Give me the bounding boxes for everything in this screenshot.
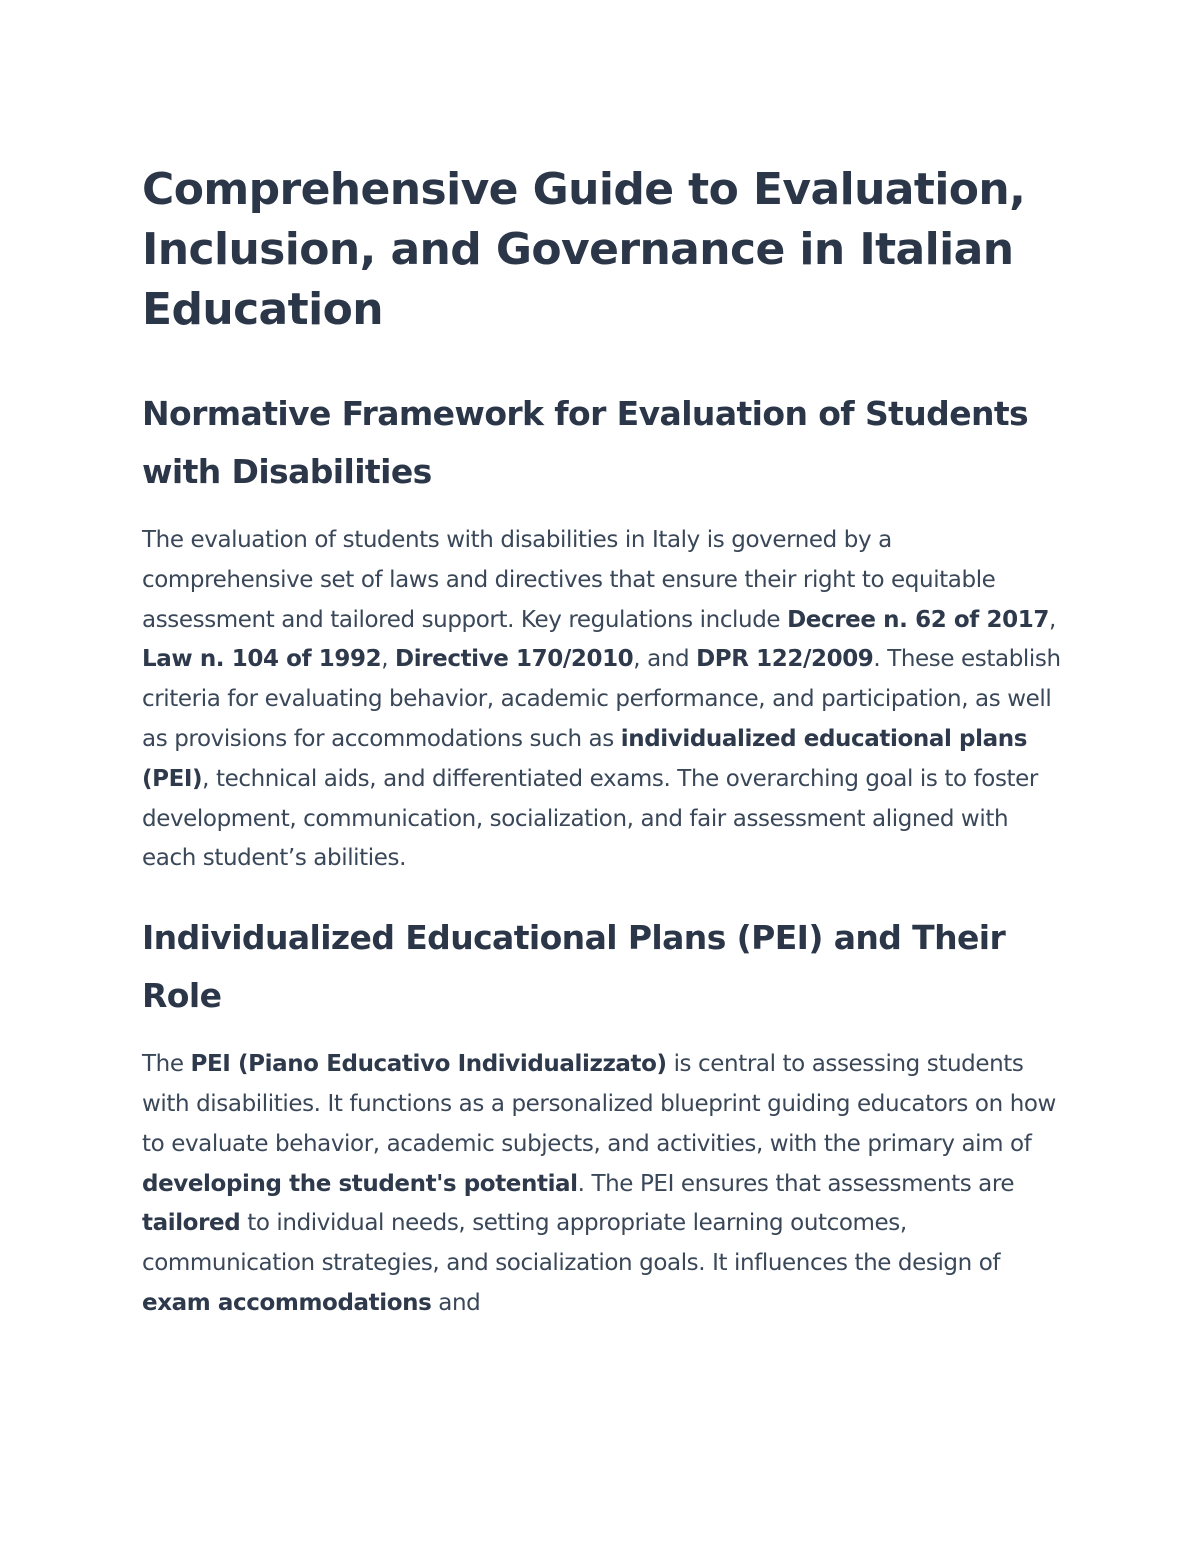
bold-text-run: Decree n. 62 of 2017 [787,606,1049,633]
text-run: and [431,1289,481,1316]
text-run: is central to assessing students with disabilities. It functions as a personalized blueprint guiding educators on how to evaluate behavior, academic subjects, and activities, with the primary aim of [142,1051,1056,1157]
document-title: Comprehensive Guide to Evaluation, Inclusion, and Governance in Italian Education [142,164,1026,335]
text-run: The [142,1051,191,1078]
document-page [142,160,1062,1324]
text-run: . These establish criteria for evaluating behavior, academic performance, and participation, as well as provisions for accommodations such as [142,646,1061,752]
bold-text-run: PEI (Piano Educativo Individualizzato) [190,1051,667,1078]
section-paragraph-normative-framework [142,521,1062,879]
section-heading-normative-framework: Normative Framework for Evaluation of Students with Disabilities [142,394,1029,491]
bold-text-run: developing the student's potential [142,1170,578,1197]
text-run: . The PEI ensures that assessments are [577,1170,1015,1197]
bold-text-run: individualized educational plans (PEI) [142,725,1027,792]
bold-text-run: Directive 170/2010 [395,646,634,673]
bold-text-run: Law n. 104 of 1992 [142,646,382,673]
bold-text-run: DPR 122/2009 [696,646,874,673]
text-run: to individual needs, setting appropriate learning outcomes, communication strategies, and socialization goals. It influences the design of [142,1210,1001,1277]
section-heading-pei-role: Individualized Educational Plans (PEI) and Their Role [142,918,1006,1016]
text-run: , [1048,606,1056,633]
text-run: The evaluation of students with disabilities in Italy is governed by a comprehensive set of laws and directives that ensure their right to equitable assessment and tailored support. Key regulations include [142,527,996,633]
bold-text-run: exam accommodations [142,1289,432,1316]
section-paragraph-pei-role [142,1045,1062,1324]
text-run: , and [633,646,697,673]
text-run: , technical aids, and differentiated exams. The overarching goal is to foster development, communication, socialization, and fair assessment aligned with each student’s abilities. [142,765,1038,872]
bold-text-run: tailored [142,1210,241,1237]
text-run: , [381,646,396,673]
